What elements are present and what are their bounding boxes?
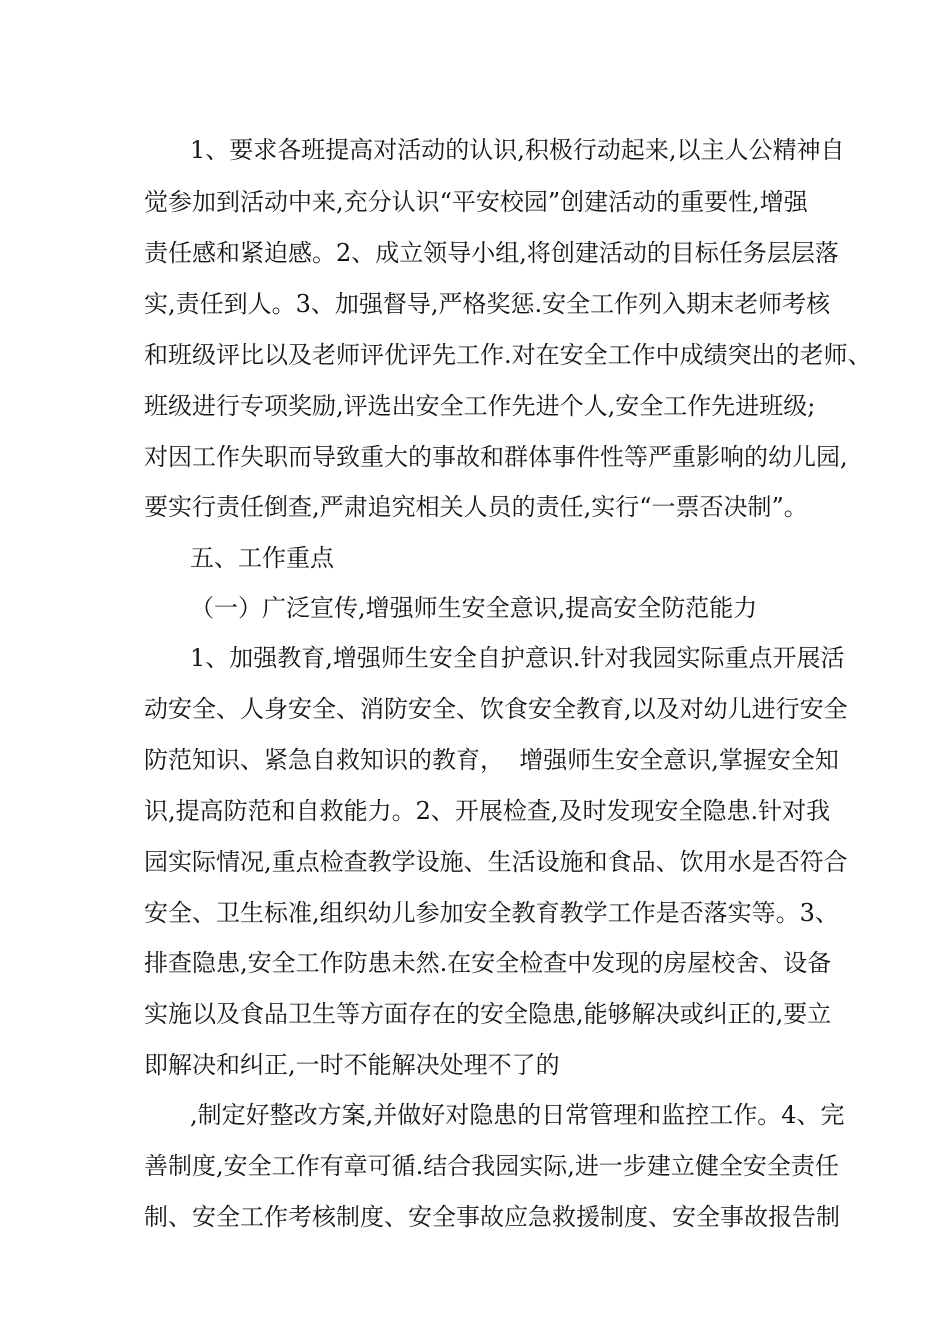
paragraph-line-9: 1、加强教育,增强师生安全自护意识.针对我园实际重点开展活 bbox=[190, 644, 845, 672]
subsection-heading: （一）广泛宣传,增强师生安全意识,提高安全防范能力 bbox=[190, 594, 758, 622]
paragraph-line-15: 排查隐患,安全工作防患未然.在安全检查中发现的房屋校舍、设备 bbox=[144, 949, 832, 977]
paragraph-line-3: 责任感和紧迫感。2、成立领导小组,将创建活动的目标任务层层落 bbox=[144, 239, 839, 267]
paragraph-line-19: 善制度,安全工作有章可循.结合我园实际,进一步建立健全安全责任 bbox=[144, 1152, 839, 1180]
paragraph-line-4: 实,责任到人。3、加强督导,严格奖惩.安全工作列入期末老师考核 bbox=[144, 290, 831, 318]
paragraph-line-7: 对因工作失职而导致重大的事故和群体事件性等严重影响的幼儿园, bbox=[144, 443, 848, 471]
paragraph-line-8: 要实行责任倒查,严肃追究相关人员的责任,实行“一票否决制”。 bbox=[144, 493, 808, 521]
paragraph-line-11: 防范知识、紧急自救知识的教育， 增强师生安全意识,掌握安全知 bbox=[144, 746, 839, 774]
paragraph-line-2: 觉参加到活动中来,充分认识“平安校园”创建活动的重要性,增强 bbox=[144, 188, 808, 216]
paragraph-line-18: ,制定好整改方案,并做好对隐患的日常管理和监控工作。4、完 bbox=[190, 1101, 845, 1129]
paragraph-line-17: 即解决和纠正,一时不能解决处理不了的 bbox=[144, 1051, 560, 1079]
paragraph-line-5: 和班级评比以及老师评优评先工作.对在安全工作中成绩突出的老师、 bbox=[144, 341, 872, 369]
paragraph-line-12: 识,提高防范和自救能力。2、开展检查,及时发现安全隐患.针对我 bbox=[144, 797, 831, 825]
paragraph-line-16: 实施以及食品卫生等方面存在的安全隐患,能够解决或纠正的,要立 bbox=[144, 1000, 832, 1028]
paragraph-line-1: 1、要求各班提高对活动的认识,积极行动起来,以主人公精神自 bbox=[190, 136, 845, 164]
paragraph-line-20: 制、安全工作考核制度、安全事故应急救援制度、安全事故报告制 bbox=[144, 1203, 840, 1231]
paragraph-line-14: 安全、卫生标准,组织幼儿参加安全教育教学工作是否落实等。3、 bbox=[144, 899, 839, 927]
paragraph-line-6: 班级进行专项奖励,评选出安全工作先进个人,安全工作先进班级; bbox=[144, 392, 816, 420]
paragraph-line-13: 园实际情况,重点检查教学设施、生活设施和食品、饮用水是否符合 bbox=[144, 848, 848, 876]
section-heading: 五、工作重点 bbox=[190, 544, 334, 572]
paragraph-line-10: 动安全、人身安全、消防安全、饮食安全教育,以及对幼儿进行安全 bbox=[144, 695, 848, 723]
